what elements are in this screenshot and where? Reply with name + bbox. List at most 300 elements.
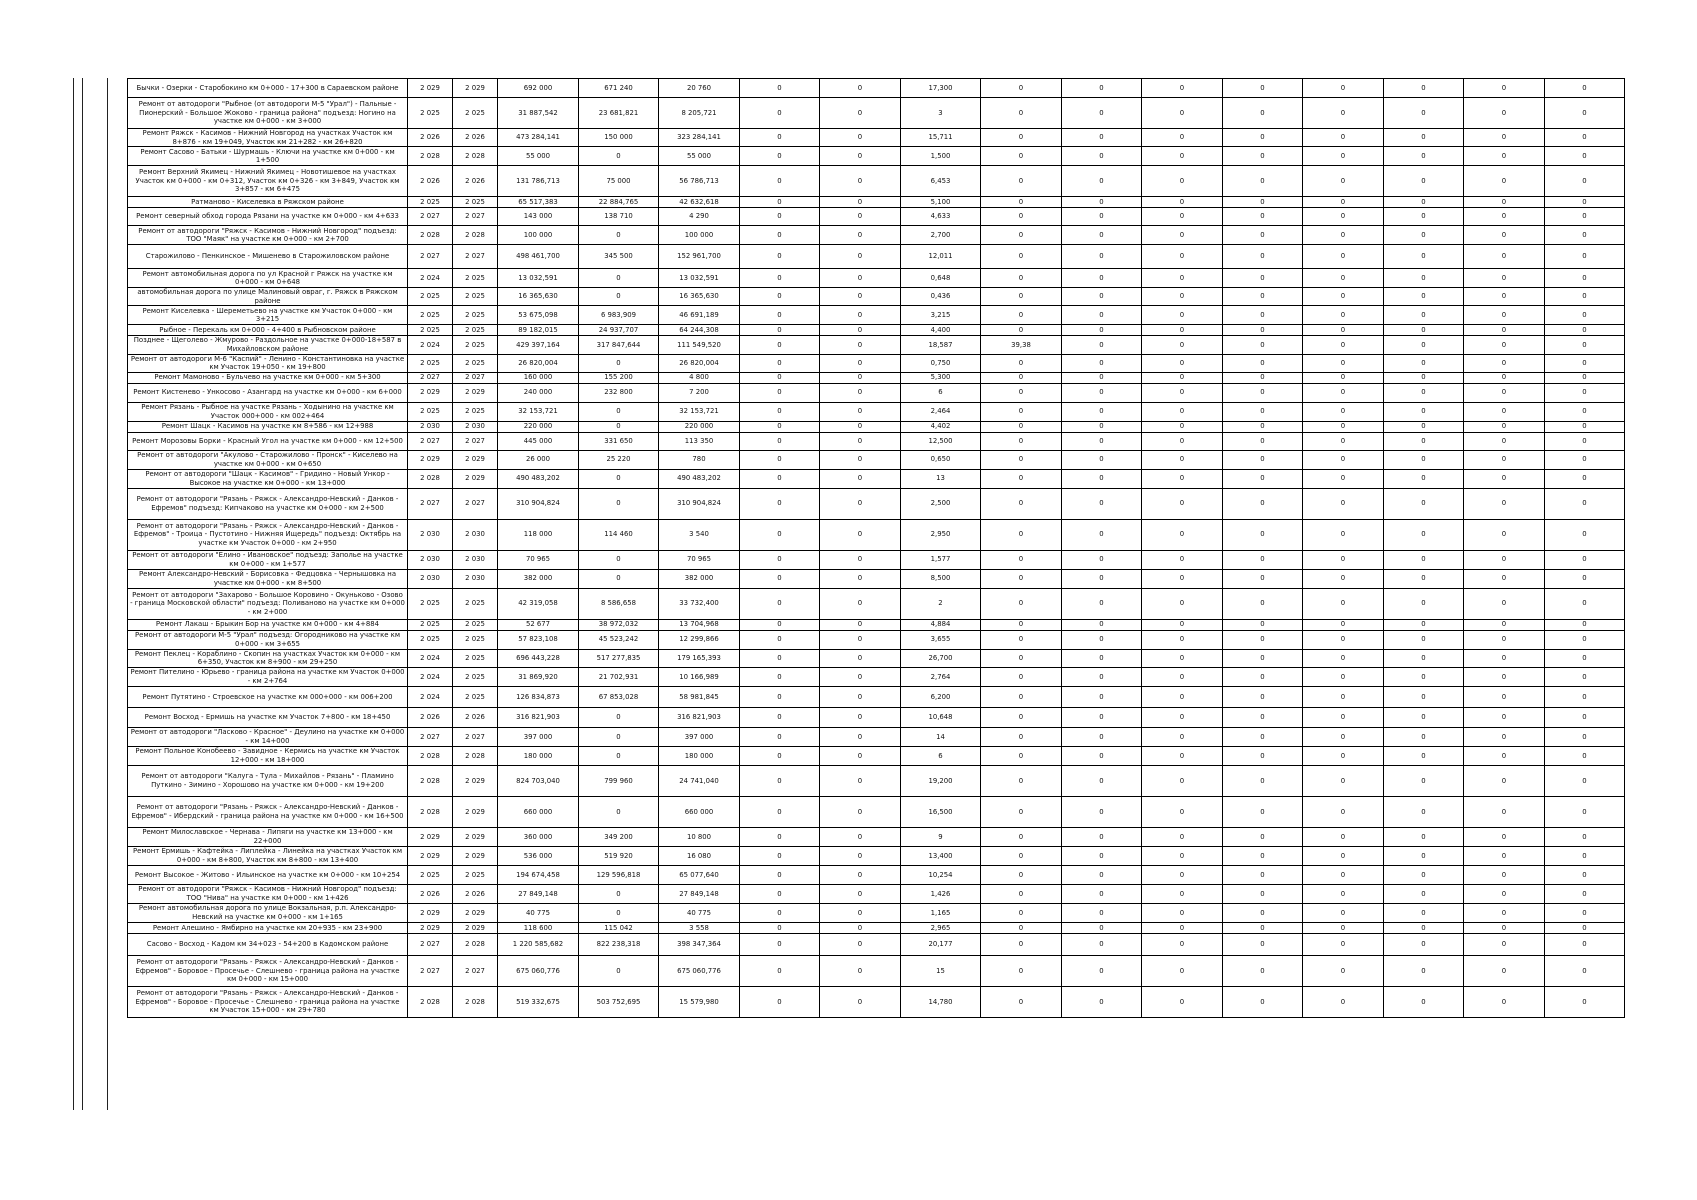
zero-cell: 0 [1223, 208, 1303, 226]
zero-cell: 0 [1303, 588, 1384, 619]
end-year-cell: 2 025 [453, 619, 498, 630]
funding-2-cell: 10 166,989 [659, 667, 740, 686]
zero-cell: 0 [1303, 269, 1384, 288]
zero-cell: 0 [1464, 865, 1545, 884]
zero-cell: 0 [1464, 488, 1545, 519]
total-cost-cell: 1 220 585,682 [498, 933, 579, 955]
table-row [128, 432, 1625, 450]
table-row [128, 667, 1625, 686]
zero-cell: 0 [740, 450, 820, 469]
zero-cell: 0 [820, 903, 901, 922]
zero-cell: 0 [820, 354, 901, 372]
length-km-cell: 4,400 [901, 325, 981, 336]
value-cell: 0 [981, 865, 1062, 884]
zero-cell: 0 [1142, 469, 1223, 488]
road-name-cell: Ремонт от автодороги "Калуга - Тула - Михайлов - Рязань" - Пламино Путкино - Зимино - Хорошово на участке км 0+000 - км 19+200 [128, 765, 408, 796]
funding-2-cell: 55 000 [659, 147, 740, 166]
total-cost-cell: 490 483,202 [498, 469, 579, 488]
zero-cell: 0 [740, 421, 820, 432]
zero-cell: 0 [1384, 197, 1464, 208]
length-km-cell: 0,650 [901, 450, 981, 469]
zero-cell: 0 [820, 986, 901, 1017]
zero-cell: 0 [1384, 226, 1464, 245]
road-name-cell: Ремонт от автодороги "Ласково - Красное" - Деулино на участке км 0+000 - км 14+000 [128, 727, 408, 746]
zero-cell: 0 [1223, 197, 1303, 208]
zero-cell: 0 [1062, 325, 1142, 336]
funding-1-cell: 345 500 [579, 245, 659, 269]
length-km-cell: 15 [901, 955, 981, 986]
end-year-cell: 2 025 [453, 325, 498, 336]
value-cell: 0 [981, 147, 1062, 166]
zero-cell: 0 [1223, 903, 1303, 922]
zero-cell: 0 [1142, 865, 1223, 884]
zero-cell: 0 [1464, 707, 1545, 727]
funding-2-cell: 64 244,308 [659, 325, 740, 336]
zero-cell: 0 [740, 208, 820, 226]
zero-cell: 0 [1384, 796, 1464, 827]
road-name-cell: автомобильная дорога по улице Малиновый овраг, г. Ряжск в Ряжском районе [128, 288, 408, 306]
total-cost-cell: 429 397,164 [498, 336, 579, 354]
table-row [128, 727, 1625, 746]
zero-cell: 0 [1384, 98, 1464, 129]
zero-cell: 0 [1142, 686, 1223, 707]
zero-cell: 0 [1384, 667, 1464, 686]
value-cell: 0 [981, 372, 1062, 383]
funding-1-cell: 0 [579, 727, 659, 746]
zero-cell: 0 [1223, 922, 1303, 933]
end-year-cell: 2 026 [453, 166, 498, 197]
funding-1-cell: 155 200 [579, 372, 659, 383]
zero-cell: 0 [740, 79, 820, 98]
zero-cell: 0 [1303, 986, 1384, 1017]
length-km-cell: 6,200 [901, 686, 981, 707]
zero-cell: 0 [1384, 619, 1464, 630]
zero-cell: 0 [1142, 98, 1223, 129]
zero-cell: 0 [1142, 846, 1223, 865]
start-year-cell: 2 024 [408, 649, 453, 667]
zero-cell: 0 [1223, 421, 1303, 432]
zero-cell: 0 [740, 796, 820, 827]
zero-cell: 0 [740, 129, 820, 147]
funding-2-cell: 382 000 [659, 569, 740, 588]
length-km-cell: 4,402 [901, 421, 981, 432]
zero-cell: 0 [1545, 846, 1625, 865]
zero-cell: 0 [820, 129, 901, 147]
value-cell: 0 [981, 197, 1062, 208]
zero-cell: 0 [1384, 383, 1464, 402]
zero-cell: 0 [1303, 197, 1384, 208]
length-km-cell: 12,500 [901, 432, 981, 450]
zero-cell: 0 [1223, 306, 1303, 325]
zero-cell: 0 [1142, 649, 1223, 667]
zero-cell: 0 [1545, 884, 1625, 903]
zero-cell: 0 [1384, 245, 1464, 269]
zero-cell: 0 [1062, 166, 1142, 197]
zero-cell: 0 [1142, 933, 1223, 955]
zero-cell: 0 [740, 707, 820, 727]
start-year-cell: 2 026 [408, 166, 453, 197]
zero-cell: 0 [1464, 588, 1545, 619]
road-name-cell: Ремонт Путятино - Строевское на участке км 000+000 - км 006+200 [128, 686, 408, 707]
zero-cell: 0 [740, 846, 820, 865]
road-name-cell: Ратманово - Киселевка в Ряжском районе [128, 197, 408, 208]
road-name-cell: Ремонт Пеклец - Кораблино - Скопин на участках Участок км 0+000 - км 6+350, Участок км 8+900 - км 29+250 [128, 649, 408, 667]
zero-cell: 0 [1062, 865, 1142, 884]
zero-cell: 0 [740, 986, 820, 1017]
zero-cell: 0 [1303, 884, 1384, 903]
funding-2-cell: 220 000 [659, 421, 740, 432]
zero-cell: 0 [1464, 667, 1545, 686]
end-year-cell: 2 029 [453, 903, 498, 922]
start-year-cell: 2 028 [408, 986, 453, 1017]
zero-cell: 0 [1303, 129, 1384, 147]
zero-cell: 0 [1223, 569, 1303, 588]
road-name-cell: Ремонт от автодороги "Рязань - Ряжск - Александро-Невский - Данков - Ефремов" подъезд: Кипчаково на участке км 0+000 - км 2+500 [128, 488, 408, 519]
zero-cell: 0 [820, 402, 901, 421]
funding-2-cell: 397 000 [659, 727, 740, 746]
road-name-cell: Ремонт от автодороги "Рязань - Ряжск - Александро-Невский - Данков - Ефремов" - Боровое - Просечье - Слешнево - граница района на участке км Участок 15+000 - км 29+780 [128, 986, 408, 1017]
funding-2-cell: 42 632,618 [659, 197, 740, 208]
zero-cell: 0 [1303, 933, 1384, 955]
total-cost-cell: 52 677 [498, 619, 579, 630]
zero-cell: 0 [1303, 955, 1384, 986]
length-km-cell: 10,254 [901, 865, 981, 884]
zero-cell: 0 [820, 488, 901, 519]
total-cost-cell: 473 284,141 [498, 129, 579, 147]
zero-cell: 0 [740, 827, 820, 846]
zero-cell: 0 [820, 226, 901, 245]
funding-2-cell: 180 000 [659, 746, 740, 765]
zero-cell: 0 [1464, 986, 1545, 1017]
value-cell: 0 [981, 383, 1062, 402]
zero-cell: 0 [1464, 922, 1545, 933]
end-year-cell: 2 028 [453, 147, 498, 166]
funding-1-cell: 0 [579, 746, 659, 765]
total-cost-cell: 143 000 [498, 208, 579, 226]
zero-cell: 0 [1545, 450, 1625, 469]
zero-cell: 0 [1384, 306, 1464, 325]
length-km-cell: 1,426 [901, 884, 981, 903]
zero-cell: 0 [740, 432, 820, 450]
zero-cell: 0 [1062, 649, 1142, 667]
zero-cell: 0 [820, 450, 901, 469]
zero-cell: 0 [1545, 372, 1625, 383]
table-row [128, 129, 1625, 147]
total-cost-cell: 519 332,675 [498, 986, 579, 1017]
road-name-cell: Ремонт Лакаш - Брыкин Бор на участке км 0+000 - км 4+884 [128, 619, 408, 630]
zero-cell: 0 [820, 325, 901, 336]
zero-cell: 0 [1464, 166, 1545, 197]
road-name-cell: Ремонт Польное Конобеево - Завидное - Кермись на участке км Участок 12+000 - км 18+000 [128, 746, 408, 765]
zero-cell: 0 [1142, 765, 1223, 796]
funding-1-cell: 138 710 [579, 208, 659, 226]
table-row [128, 269, 1625, 288]
zero-cell: 0 [1223, 667, 1303, 686]
zero-cell: 0 [740, 197, 820, 208]
zero-cell: 0 [1142, 372, 1223, 383]
end-year-cell: 2 029 [453, 922, 498, 933]
zero-cell: 0 [820, 469, 901, 488]
start-year-cell: 2 025 [408, 402, 453, 421]
left-margin-line-1 [73, 78, 74, 1110]
zero-cell: 0 [1464, 649, 1545, 667]
total-cost-cell: 360 000 [498, 827, 579, 846]
length-km-cell: 6 [901, 383, 981, 402]
zero-cell: 0 [1062, 306, 1142, 325]
end-year-cell: 2 025 [453, 98, 498, 129]
table-row [128, 288, 1625, 306]
zero-cell: 0 [1464, 846, 1545, 865]
left-margin-line-2 [82, 78, 83, 1110]
value-cell: 0 [981, 765, 1062, 796]
road-name-cell: Ремонт Александро-Невский - Борисовка - Федцовка - Чернышовка на участке км 0+000 - км 8+500 [128, 569, 408, 588]
table-row [128, 354, 1625, 372]
total-cost-cell: 660 000 [498, 796, 579, 827]
zero-cell: 0 [820, 922, 901, 933]
end-year-cell: 2 025 [453, 197, 498, 208]
value-cell: 0 [981, 588, 1062, 619]
zero-cell: 0 [740, 383, 820, 402]
end-year-cell: 2 027 [453, 955, 498, 986]
zero-cell: 0 [1464, 269, 1545, 288]
value-cell: 0 [981, 649, 1062, 667]
end-year-cell: 2 027 [453, 727, 498, 746]
zero-cell: 0 [1545, 550, 1625, 569]
zero-cell: 0 [1303, 707, 1384, 727]
funding-1-cell: 232 800 [579, 383, 659, 402]
zero-cell: 0 [1303, 245, 1384, 269]
length-km-cell: 10,648 [901, 707, 981, 727]
length-km-cell: 0,648 [901, 269, 981, 288]
zero-cell: 0 [1545, 325, 1625, 336]
zero-cell: 0 [1062, 588, 1142, 619]
zero-cell: 0 [1384, 550, 1464, 569]
zero-cell: 0 [740, 884, 820, 903]
total-cost-cell: 26 820,004 [498, 354, 579, 372]
zero-cell: 0 [1142, 922, 1223, 933]
funding-1-cell: 517 277,835 [579, 649, 659, 667]
table-row [128, 336, 1625, 354]
zero-cell: 0 [740, 667, 820, 686]
start-year-cell: 2 030 [408, 421, 453, 432]
funding-2-cell: 10 800 [659, 827, 740, 846]
zero-cell: 0 [1384, 746, 1464, 765]
zero-cell: 0 [1223, 827, 1303, 846]
zero-cell: 0 [820, 519, 901, 550]
zero-cell: 0 [1464, 325, 1545, 336]
zero-cell: 0 [1464, 79, 1545, 98]
end-year-cell: 2 026 [453, 707, 498, 727]
zero-cell: 0 [1062, 79, 1142, 98]
table-row [128, 796, 1625, 827]
zero-cell: 0 [820, 796, 901, 827]
zero-cell: 0 [1062, 129, 1142, 147]
zero-cell: 0 [1062, 550, 1142, 569]
zero-cell: 0 [1464, 421, 1545, 432]
table-row [128, 79, 1625, 98]
zero-cell: 0 [1062, 765, 1142, 796]
zero-cell: 0 [1545, 383, 1625, 402]
start-year-cell: 2 024 [408, 269, 453, 288]
length-km-cell: 2,464 [901, 402, 981, 421]
zero-cell: 0 [1545, 288, 1625, 306]
funding-1-cell: 0 [579, 402, 659, 421]
table-row [128, 884, 1625, 903]
funding-2-cell: 65 077,640 [659, 865, 740, 884]
road-name-cell: Ремонт Ряжск - Касимов - Нижний Новгород на участках Участок км 8+876 - км 19+049, Участок км 21+282 - км 26+820 [128, 129, 408, 147]
zero-cell: 0 [1464, 306, 1545, 325]
table-row [128, 372, 1625, 383]
zero-cell: 0 [820, 667, 901, 686]
start-year-cell: 2 025 [408, 588, 453, 619]
length-km-cell: 20,177 [901, 933, 981, 955]
length-km-cell: 1,165 [901, 903, 981, 922]
funding-2-cell: 4 800 [659, 372, 740, 383]
end-year-cell: 2 030 [453, 421, 498, 432]
zero-cell: 0 [1303, 922, 1384, 933]
funding-1-cell: 671 240 [579, 79, 659, 98]
table-row [128, 846, 1625, 865]
zero-cell: 0 [1142, 884, 1223, 903]
zero-cell: 0 [1062, 372, 1142, 383]
zero-cell: 0 [1384, 79, 1464, 98]
funding-1-cell: 0 [579, 226, 659, 245]
zero-cell: 0 [1062, 846, 1142, 865]
length-km-cell: 6,453 [901, 166, 981, 197]
zero-cell: 0 [1464, 98, 1545, 129]
zero-cell: 0 [1223, 432, 1303, 450]
start-year-cell: 2 027 [408, 955, 453, 986]
length-km-cell: 19,200 [901, 765, 981, 796]
zero-cell: 0 [740, 519, 820, 550]
total-cost-cell: 27 849,148 [498, 884, 579, 903]
funding-2-cell: 3 540 [659, 519, 740, 550]
zero-cell: 0 [1223, 796, 1303, 827]
zero-cell: 0 [1545, 166, 1625, 197]
zero-cell: 0 [820, 147, 901, 166]
start-year-cell: 2 030 [408, 550, 453, 569]
table-row [128, 450, 1625, 469]
zero-cell: 0 [1142, 903, 1223, 922]
zero-cell: 0 [1062, 245, 1142, 269]
length-km-cell: 2,500 [901, 488, 981, 519]
zero-cell: 0 [740, 746, 820, 765]
zero-cell: 0 [1545, 765, 1625, 796]
value-cell: 0 [981, 619, 1062, 630]
zero-cell: 0 [1303, 336, 1384, 354]
zero-cell: 0 [1545, 649, 1625, 667]
zero-cell: 0 [1464, 432, 1545, 450]
zero-cell: 0 [1545, 707, 1625, 727]
funding-2-cell: 100 000 [659, 226, 740, 245]
zero-cell: 0 [1545, 619, 1625, 630]
table-row [128, 765, 1625, 796]
zero-cell: 0 [1545, 519, 1625, 550]
funding-1-cell: 22 884,765 [579, 197, 659, 208]
start-year-cell: 2 027 [408, 372, 453, 383]
funding-2-cell: 16 080 [659, 846, 740, 865]
zero-cell: 0 [820, 336, 901, 354]
total-cost-cell: 498 461,700 [498, 245, 579, 269]
end-year-cell: 2 025 [453, 336, 498, 354]
table-row [128, 421, 1625, 432]
zero-cell: 0 [740, 569, 820, 588]
value-cell: 0 [981, 226, 1062, 245]
zero-cell: 0 [1062, 354, 1142, 372]
road-name-cell: Ремонт от автодороги "Акулово - Старожилово - Пронск" - Киселево на участке км 0+000 - км 0+650 [128, 450, 408, 469]
zero-cell: 0 [1464, 550, 1545, 569]
zero-cell: 0 [740, 649, 820, 667]
zero-cell: 0 [1464, 372, 1545, 383]
table-body [128, 79, 1625, 1018]
zero-cell: 0 [1062, 667, 1142, 686]
zero-cell: 0 [1062, 955, 1142, 986]
zero-cell: 0 [1384, 827, 1464, 846]
funding-2-cell: 27 849,148 [659, 884, 740, 903]
table-row [128, 630, 1625, 649]
zero-cell: 0 [1303, 450, 1384, 469]
table-row [128, 933, 1625, 955]
funding-2-cell: 16 365,630 [659, 288, 740, 306]
funding-2-cell: 32 153,721 [659, 402, 740, 421]
length-km-cell: 1,500 [901, 147, 981, 166]
zero-cell: 0 [1464, 569, 1545, 588]
left-margin-line-3 [107, 78, 108, 1110]
funding-2-cell: 70 965 [659, 550, 740, 569]
zero-cell: 0 [1464, 208, 1545, 226]
start-year-cell: 2 029 [408, 903, 453, 922]
zero-cell: 0 [820, 306, 901, 325]
total-cost-cell: 16 365,630 [498, 288, 579, 306]
zero-cell: 0 [820, 846, 901, 865]
total-cost-cell: 118 000 [498, 519, 579, 550]
zero-cell: 0 [1062, 903, 1142, 922]
length-km-cell: 5,300 [901, 372, 981, 383]
funding-1-cell: 0 [579, 269, 659, 288]
table-row [128, 986, 1625, 1017]
zero-cell: 0 [740, 765, 820, 796]
zero-cell: 0 [1303, 421, 1384, 432]
zero-cell: 0 [1223, 686, 1303, 707]
funding-1-cell: 6 983,909 [579, 306, 659, 325]
total-cost-cell: 13 032,591 [498, 269, 579, 288]
length-km-cell: 6 [901, 746, 981, 765]
zero-cell: 0 [1545, 432, 1625, 450]
length-km-cell: 13 [901, 469, 981, 488]
zero-cell: 0 [1464, 727, 1545, 746]
value-cell: 0 [981, 519, 1062, 550]
start-year-cell: 2 026 [408, 884, 453, 903]
zero-cell: 0 [1464, 884, 1545, 903]
zero-cell: 0 [1142, 569, 1223, 588]
total-cost-cell: 31 869,920 [498, 667, 579, 686]
table-row [128, 707, 1625, 727]
zero-cell: 0 [1062, 197, 1142, 208]
road-name-cell: Старожилово - Пенкинское - Мишенево в Старожиловском районе [128, 245, 408, 269]
total-cost-cell: 194 674,458 [498, 865, 579, 884]
zero-cell: 0 [1062, 519, 1142, 550]
length-km-cell: 2,700 [901, 226, 981, 245]
table-row [128, 588, 1625, 619]
total-cost-cell: 382 000 [498, 569, 579, 588]
table-row [128, 147, 1625, 166]
funding-2-cell: 111 549,520 [659, 336, 740, 354]
zero-cell: 0 [1464, 469, 1545, 488]
zero-cell: 0 [1303, 846, 1384, 865]
zero-cell: 0 [740, 288, 820, 306]
table-row [128, 306, 1625, 325]
zero-cell: 0 [1464, 402, 1545, 421]
